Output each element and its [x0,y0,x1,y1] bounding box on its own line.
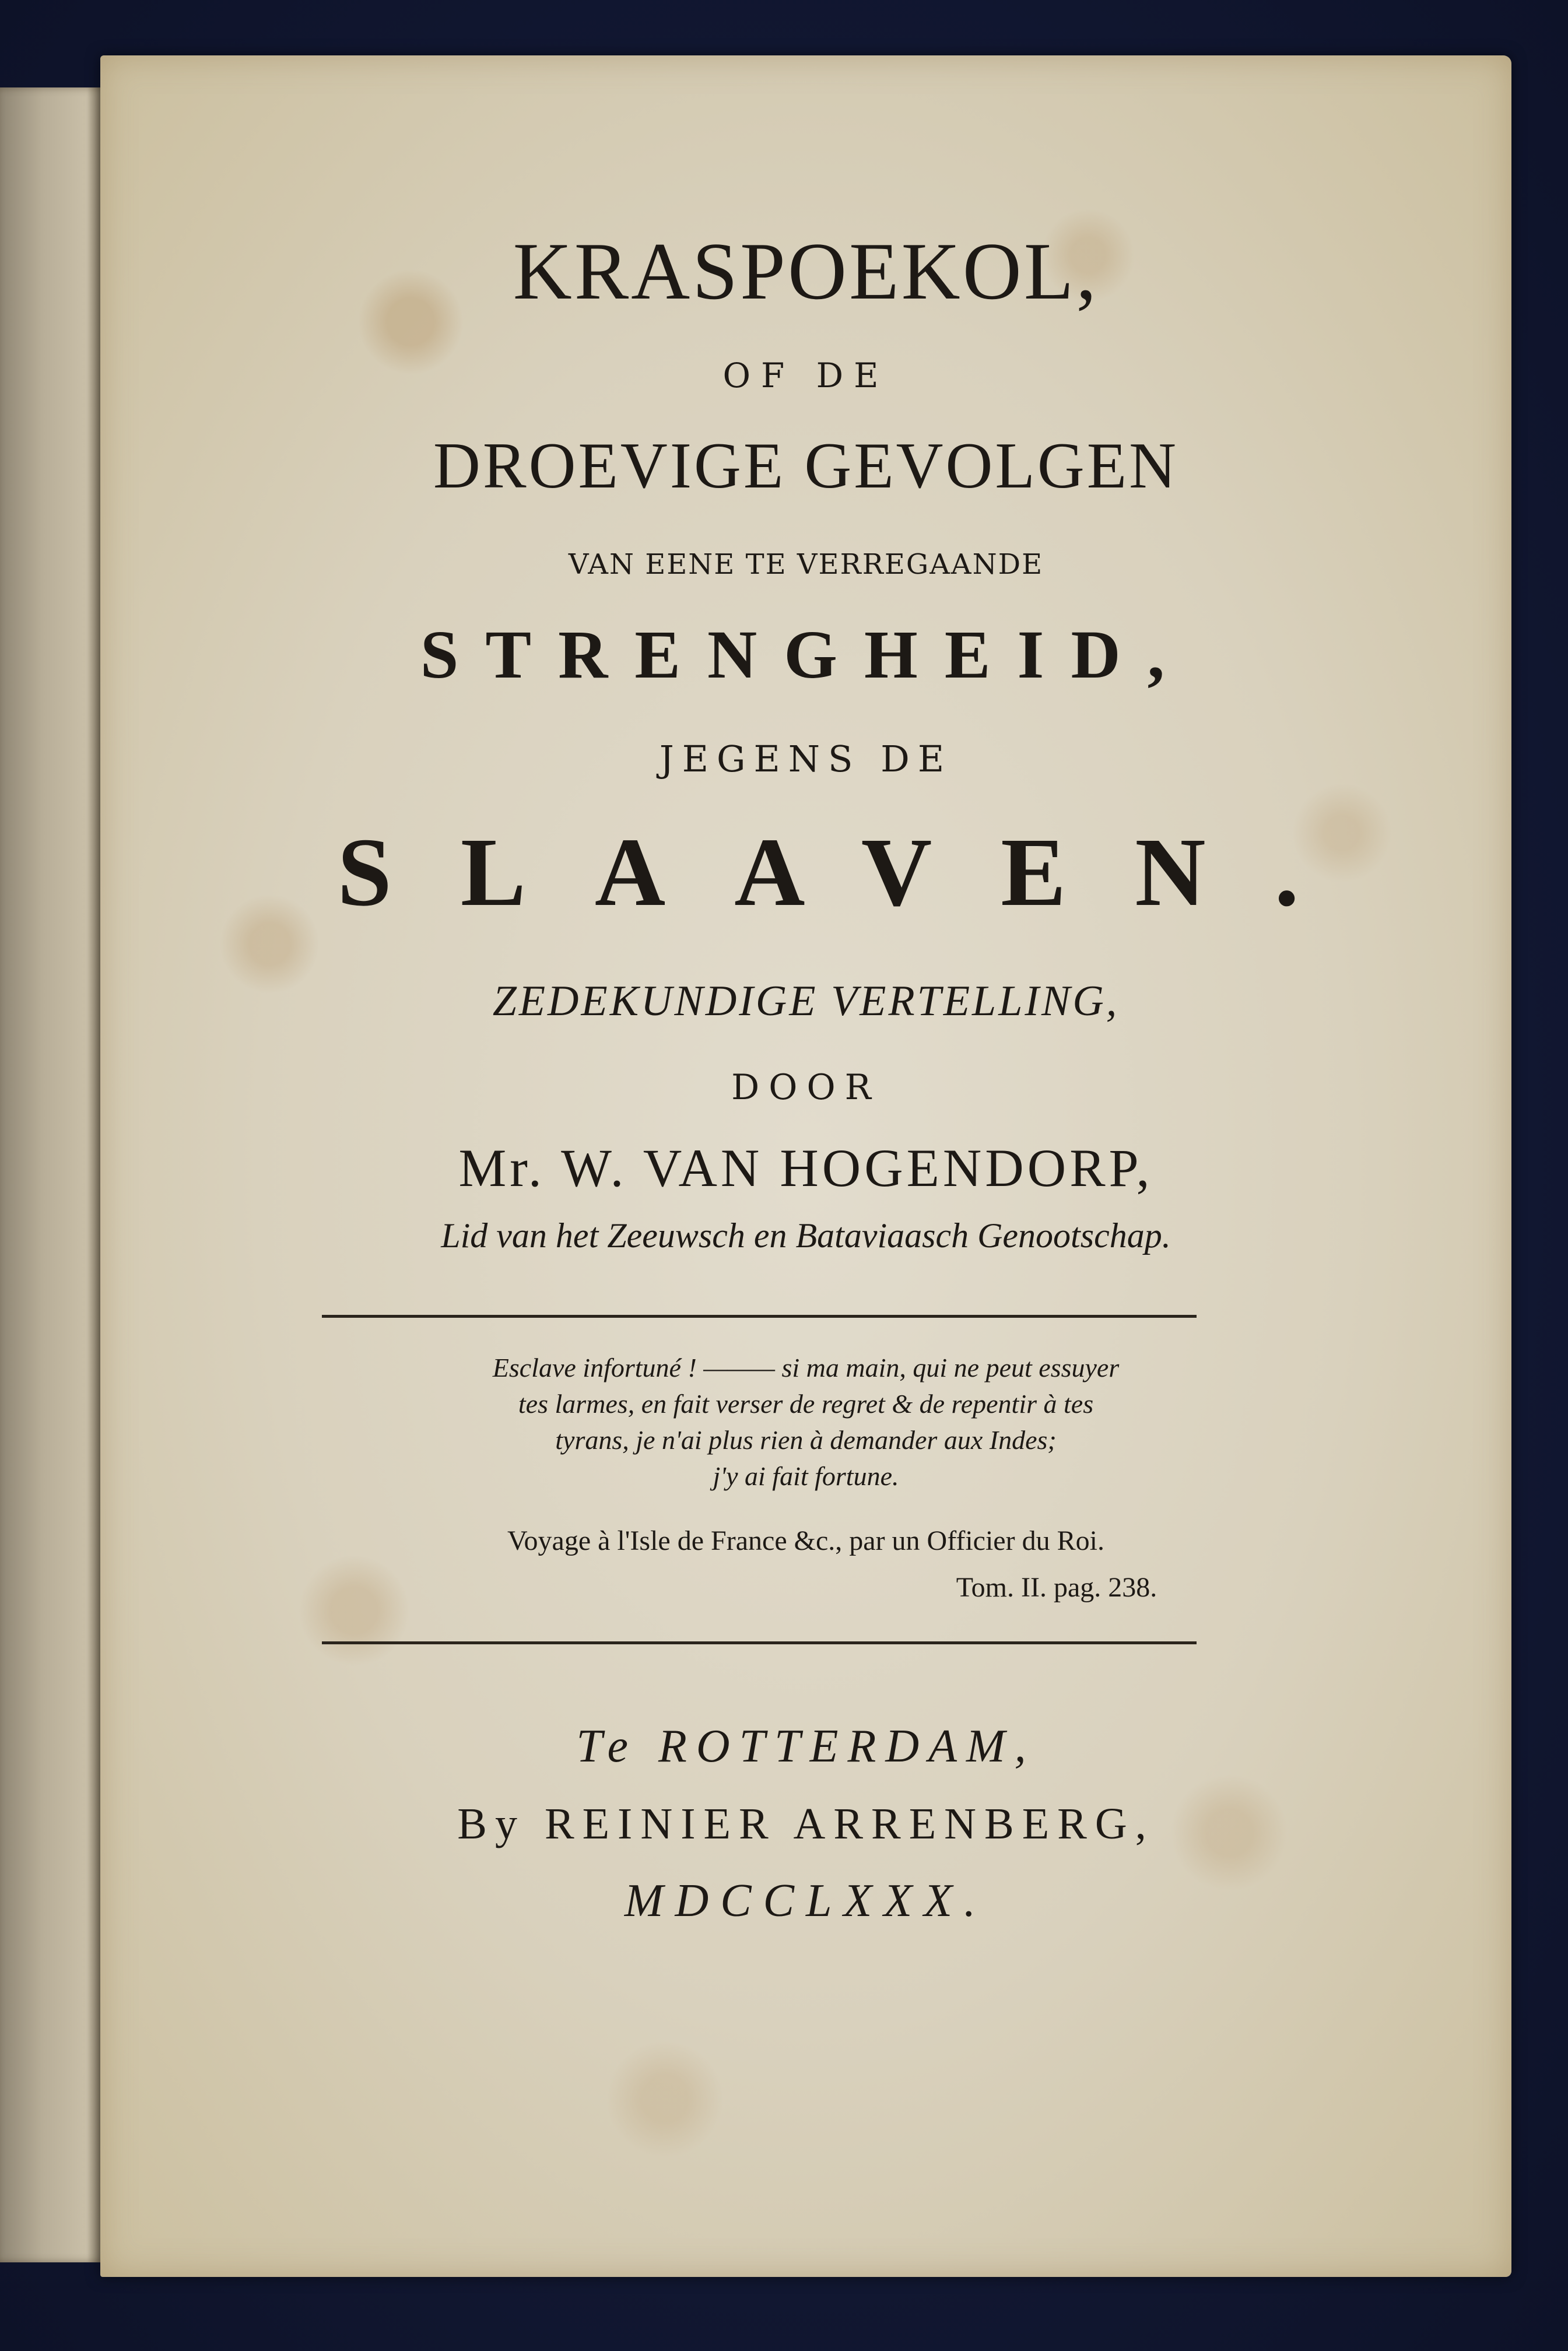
title-page [100,55,1511,2277]
by-line: DOOR [731,1067,881,1108]
epigraph-line: tes larmes, en fait verser de regret & de repentir à tes [518,1389,1094,1419]
top-rule-divider [322,1315,1197,1318]
subtitle-of-de: OF DE [722,356,889,395]
imprint-city: Te ROTTERDAM, [576,1721,1036,1772]
subtitle-droevige-gevolgen: DROEVIGE GEVOLGEN [433,430,1178,502]
epigraph-source: Voyage à l'Isle de France &c., par un Officier du Roi. [507,1525,1104,1556]
author-affiliation: Lid van het Zeeuwsch en Bataviaasch Genootschap. [441,1216,1171,1255]
book-title: KRASPOEKOL, [513,226,1099,317]
subtitle-van-eene: VAN EENE TE VERREGAANDE [568,548,1044,581]
bottom-rule-divider [322,1641,1197,1644]
subtitle-strengheid: STRENGHEID, [420,616,1192,693]
epigraph-line: j'y ai fait fortune. [713,1461,899,1491]
subtitle-slaaven: SLAAVEN. [337,818,1368,927]
imprint-printer: By REINIER ARRENBERG, [457,1799,1155,1848]
epigraph-line: tyrans, je n'ai plus rien à demander aux Indes; [555,1425,1057,1455]
imprint-year: MDCCLXXX. [624,1875,988,1927]
author-name: Mr. W. VAN HOGENDORP, [458,1138,1153,1198]
epigraph-line: Esclave infortuné ! ——— si ma main, qui ne peut essuyer [492,1353,1120,1382]
epigraph [100,1350,1511,1494]
subtitle-jegens-de: JEGENS DE [659,738,953,780]
genre-line: ZEDEKUNDIGE VERTELLING, [492,977,1120,1025]
epigraph-source-page: Tom. II. pag. 238. [956,1572,1157,1603]
